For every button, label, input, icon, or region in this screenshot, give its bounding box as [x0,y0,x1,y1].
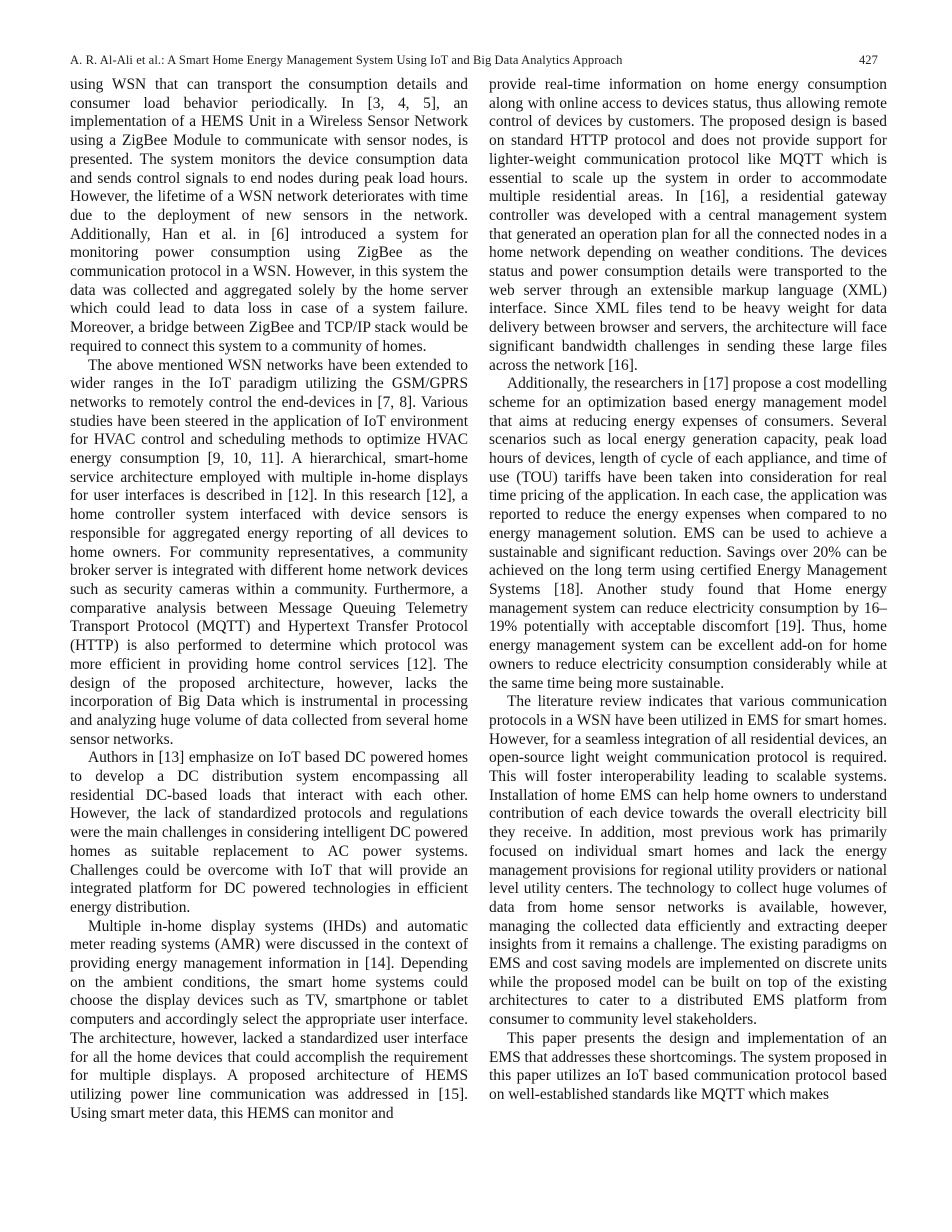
paragraph: This paper presents the design and implementation of an EMS that addresses these shortcomings. The system proposed in this paper utilizes an IoT based communication protocol based on well-established standards like MQTT which makes [489,1029,887,1103]
paragraph: Additionally, the researchers in [17] propose a cost modelling scheme for an optimization based energy management model that aims at reducing energy expenses of consumers. Several scenarios such as local energy generation capacity, peak load hours of devices, length of cycle of each appliance, and time of use (TOU) tariffs have been taken into consideration for real time pricing of the application. In each case, the application was reported to reduce the energy expenses when compared to no energy management solution. EMS can be used to achieve a sustainable and significant reduction. Savings over 20% can be achieved on the long term using certified Energy Management Systems [18]. Another study found that Home energy management system can reduce electricity consumption by 16–19% potentially with acceptable discomfort [19]. Thus, home energy management system can be excellent add-on for home owners to reduce electricity consumption considerably while at the same time being more sustainable. [489,375,887,692]
paragraph: Authors in [13] emphasize on IoT based DC powered homes to develop a DC distribution system encompassing all residential DC-based loads that interact with each other. However, the lack of standardized protocols and regulations were the main challenges in considering intelligent DC powered homes as suitable replacement to AC power systems. Challenges could be overcome with IoT that will provide an integrated platform for DC powered technologies in efficient energy distribution. [70,749,468,916]
paragraph: provide real-time information on home energy consumption along with online access to devices status, thus allowing remote control of devices by customers. The proposed design is based on standard HTTP protocol and does not provide support for lighter-weight communication protocol like MQTT which is essential to scale up the system in order to accommodate multiple residential areas. In [16], a residential gateway controller was developed with a central management system that generated an operation plan for all the connected nodes in a home network depending on weather conditions. The devices status and power consumption details were transported to the web server through an extensible markup language (XML) interface. Since XML files tend to be heavy weight for data delivery between browser and servers, the architecture will face significant bandwidth challenges in sending these large files across the network [16]. [489,76,887,374]
page-number: 427 [858,53,878,67]
paragraph: The above mentioned WSN networks have been extended to wider ranges in the IoT paradigm utilizing the GSM/GPRS networks to remotely control the end-devices in [7, 8]. Various studies have been steered in the application of IoT environment for HVAC control and scheduling methods to optimize HVAC energy consumption [9, 10, 11]. A hierarchical, smart-home service architecture employed with multiple in-home displays for user interfaces is described in [12]. In this research [12], a home controller system interfaced with device sensors is responsible for aggregated energy reporting of all devices to home owners. For community representatives, a community broker server is integrated with different home network devices such as security cameras within a community. Furthermore, a comparative analysis between Message Queuing Telemetry Transport Protocol (MQTT) and Hypertext Transfer Protocol (HTTP) is also performed to determine which protocol was more efficient in providing home control services [12]. The design of the proposed architecture, however, lacks the incorporation of Big Data which is instrumental in processing and analyzing huge volume of data collected from several home sensor networks. [70,356,468,748]
paragraph: Multiple in-home display systems (IHDs) and automatic meter reading systems (AMR) were discussed in the context of providing energy management information in [14]. Depending on the ambient conditions, the smart home systems could choose the display devices such as TV, smartphone or tablet computers and accordingly select the appropriate user interface. The architecture, however, lacked a standardized user interface for all the home devices that could accomplish the requirement for multiple displays. A proposed architecture of HEMS utilizing power line communication was addressed in [15]. Using smart meter data, this HEMS can monitor and [70,917,468,1122]
paragraph: using WSN that can transport the consumption details and consumer load behavior periodically. In [3, 4, 5], an implementation of a HEMS Unit in a Wireless Sensor Network using a ZigBee Module to communicate with sensor nodes, is presented. The system monitors the device consumption data and sends control signals to end nodes during peak load hours. However, the lifetime of a WSN network deteriorates with time due to the deployment of new sensors in the network. Additionally, Han et al. in [6] introduced a system for monitoring power consumption using ZigBee as the communication protocol in a WSN. However, in this system the data was collected and aggregated solely by the home server which could lead to data loss in case of a system failure. Moreover, a bridge between ZigBee and TCP/IP stack would be required to connect this system to a community of homes. [70,76,468,355]
left-column [70,76,468,1123]
right-column [489,76,887,1123]
running-title: A. R. Al-Ali et al.: A Smart Home Energy Management System Using IoT and Big Data Analytics Approach [70,53,623,67]
page-header [70,53,878,68]
paragraph: The literature review indicates that various communication protocols in a WSN have been utilized in EMS for smart homes. However, for a seamless integration of all residential devices, an open-source light weight communication protocol is required. This will foster interoperability leading to scalable systems. Installation of home EMS can help home owners to understand contribution of each device towards the overall electricity bill they receive. In addition, most previous work has primarily focused on individual smart homes and lack the energy management provisions for regional utility providers or national level utility centers. The technology to collect huge volumes of data from home sensor networks is available, however, managing the collected data efficiently and extracting deeper insights from it remains a challenge. The existing paradigms on EMS and cost saving models are implemented on discrete units while the proposed model can be built on top of the existing architectures to cater to a distributed EMS platform from consumer to community level stakeholders. [489,693,887,1029]
article-body [70,76,888,1123]
